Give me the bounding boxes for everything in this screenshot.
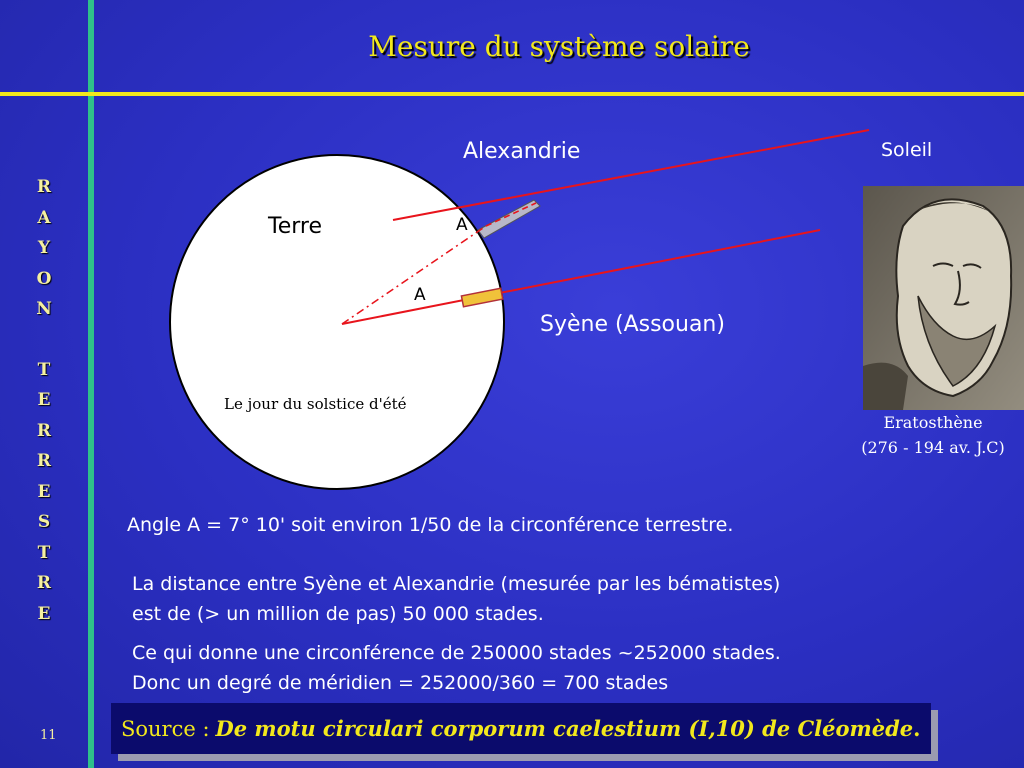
portrait-dates: (276 - 194 av. J.C) — [861, 438, 1005, 457]
side-letter: S — [37, 512, 51, 532]
side-letter: T — [37, 359, 51, 380]
angle-label-alexandrie: A — [456, 215, 468, 235]
source-box — [111, 703, 931, 754]
distance-text-1: La distance entre Syène et Alexandrie (mesurée par les bématistes) — [132, 573, 781, 595]
side-letter: E — [37, 390, 51, 410]
side-letter: A — [37, 207, 51, 228]
side-letter: N — [36, 299, 52, 319]
side-letter: R — [36, 451, 52, 471]
eratosthenes-portrait — [863, 186, 1024, 410]
side-letter: T — [37, 542, 51, 563]
side-letter: O — [36, 268, 52, 289]
alexandrie-label: Alexandrie — [463, 139, 581, 164]
side-letter: E — [37, 481, 51, 502]
circumference-text-2: Donc un degré de méridien = 252000/360 = 700 stades — [132, 672, 669, 694]
earth-label: Terre — [268, 214, 322, 239]
distance-text-2: est de (> un million de pas) 50 000 stades. — [132, 603, 544, 625]
slide-title: Mesure du système solaire — [368, 30, 750, 63]
portrait-name: Eratosthène — [883, 413, 983, 432]
source-reference: De motu circulari corporum caelestium (I,10) de Cléomède — [215, 716, 914, 741]
source-suffix: . — [913, 716, 921, 741]
side-letter: R — [36, 177, 52, 197]
earth-circle — [170, 155, 504, 489]
source-prefix: Source : — [121, 716, 210, 741]
portrait-caption — [842, 410, 1024, 460]
page-number: 11 — [40, 728, 57, 743]
angle-text: Angle A = 7° 10' soit environ 1/50 de la circonférence terrestre. — [127, 514, 734, 536]
angle-label-center: A — [414, 285, 426, 305]
side-letter: E — [37, 603, 51, 624]
solstice-label: Le jour du solstice d'été — [224, 395, 407, 413]
side-letter: R — [36, 573, 52, 593]
circumference-text-1: Ce qui donne une circonférence de 250000 stades ~252000 stades. — [132, 642, 781, 664]
side-letter: R — [36, 420, 52, 441]
syene-label: Syène (Assouan) — [540, 312, 725, 337]
side-letter: Y — [37, 238, 51, 258]
soleil-label: Soleil — [881, 139, 933, 161]
gnomon-alexandrie — [478, 200, 540, 238]
